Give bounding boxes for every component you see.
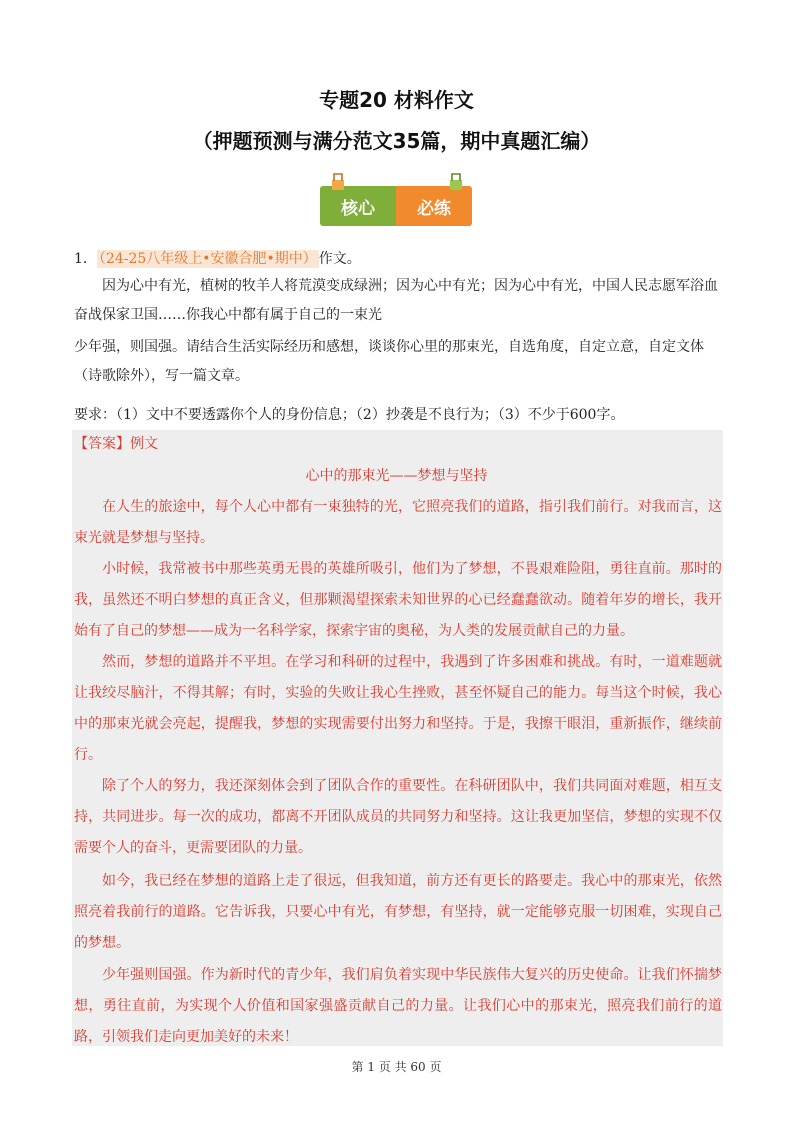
question-requirements: 要求：（1）文中不要透露你个人的身份信息；（2）抄袭是不良行为；（3）不少于600字。	[74, 407, 625, 423]
essay-paragraph: 小时候，我常被书中那些英勇无畏的英雄所吸引，他们为了梦想，不畏艰难险阻，勇往直前。那时的我，虽然还不明白梦想的真正含义，但那颗渴望探索未知世界的心已经蠢蠢欲动。随着年岁的增长，我开始有了自己的梦想——成为一名科学家，探索宇宙的奥秘，为人类的发展贡献自己的力量。	[74, 561, 722, 639]
binder-clip-icon	[448, 172, 464, 194]
page-footer: 第 1 页 共 60 页	[351, 1060, 442, 1074]
page-title: 专题20 材料作文	[319, 88, 474, 112]
section-badge	[320, 176, 472, 228]
badge-left-label: 核心	[320, 186, 396, 226]
page-subtitle: （押题预测与满分范文35篇，期中真题汇编）	[192, 129, 601, 153]
question-material: 因为心中有光，植树的牧羊人将荒漠变成绿洲；因为心中有光；因为心中有光，中国人民志愿军浴血奋战保家卫国……你我心中都有属于自己的一束光	[74, 278, 718, 323]
question-source-tag: （24-25八年级上•安徽合肥•期中）	[98, 251, 317, 267]
question-type: 作文。	[318, 251, 361, 267]
essay-paragraph: 少年强则国强。作为新时代的青少年，我们肩负着实现中华民族伟大复兴的历史使命。让我们怀揣梦想，勇往直前，为实现个人价值和国家强盛贡献自己的力量。让我们心中的那束光，照亮我们前行的道路，引领我们走向更加美好的未来！	[74, 967, 722, 1045]
essay-paragraph: 除了个人的努力，我还深刻体会到了团队合作的重要性。在科研团队中，我们共同面对难题，相互支持，共同进步。每一次的成功，都离不开团队成员的共同努力和坚持。这让我更加坚信，梦想的实现不仅需要个人的奋斗，更需要团队的力量。	[74, 778, 722, 856]
question-number: 1．	[74, 251, 97, 267]
answer-heading: 【答案】例文	[74, 436, 158, 452]
essay-paragraph: 然而，梦想的道路并不平坦。在学习和科研的过程中，我遇到了许多困难和挑战。有时，一道难题就让我绞尽脑汁，不得其解；有时，实验的失败让我心生挫败，甚至怀疑自己的能力。每当这个时候，我心中的那束光就会亮起，提醒我，梦想的实现需要付出努力和坚持。于是，我擦干眼泪，重新振作，继续前行。	[74, 654, 722, 763]
essay-paragraph: 在人生的旅途中，每个人心中都有一束独特的光，它照亮我们的道路，指引我们前行。对我而言，这束光就是梦想与坚持。	[74, 499, 722, 546]
question-header	[74, 248, 361, 268]
badge-right-label: 必练	[396, 186, 472, 226]
essay-paragraph: 如今，我已经在梦想的道路上走了很远，但我知道，前方还有更长的路要走。我心中的那束光，依然照亮着我前行的道路。它告诉我，只要心中有光，有梦想，有坚持，就一定能够克服一切困难，实现自己的梦想。	[74, 873, 722, 951]
essay-title: 心中的那束光——梦想与坚持	[305, 468, 488, 484]
binder-clip-icon	[330, 172, 346, 194]
question-prompt: 少年强，则国强。请结合生活实际经历和感想，谈谈你心里的那束光，自选角度，自定立意，自定文体（诗歌除外），写一篇文章。	[74, 339, 704, 384]
